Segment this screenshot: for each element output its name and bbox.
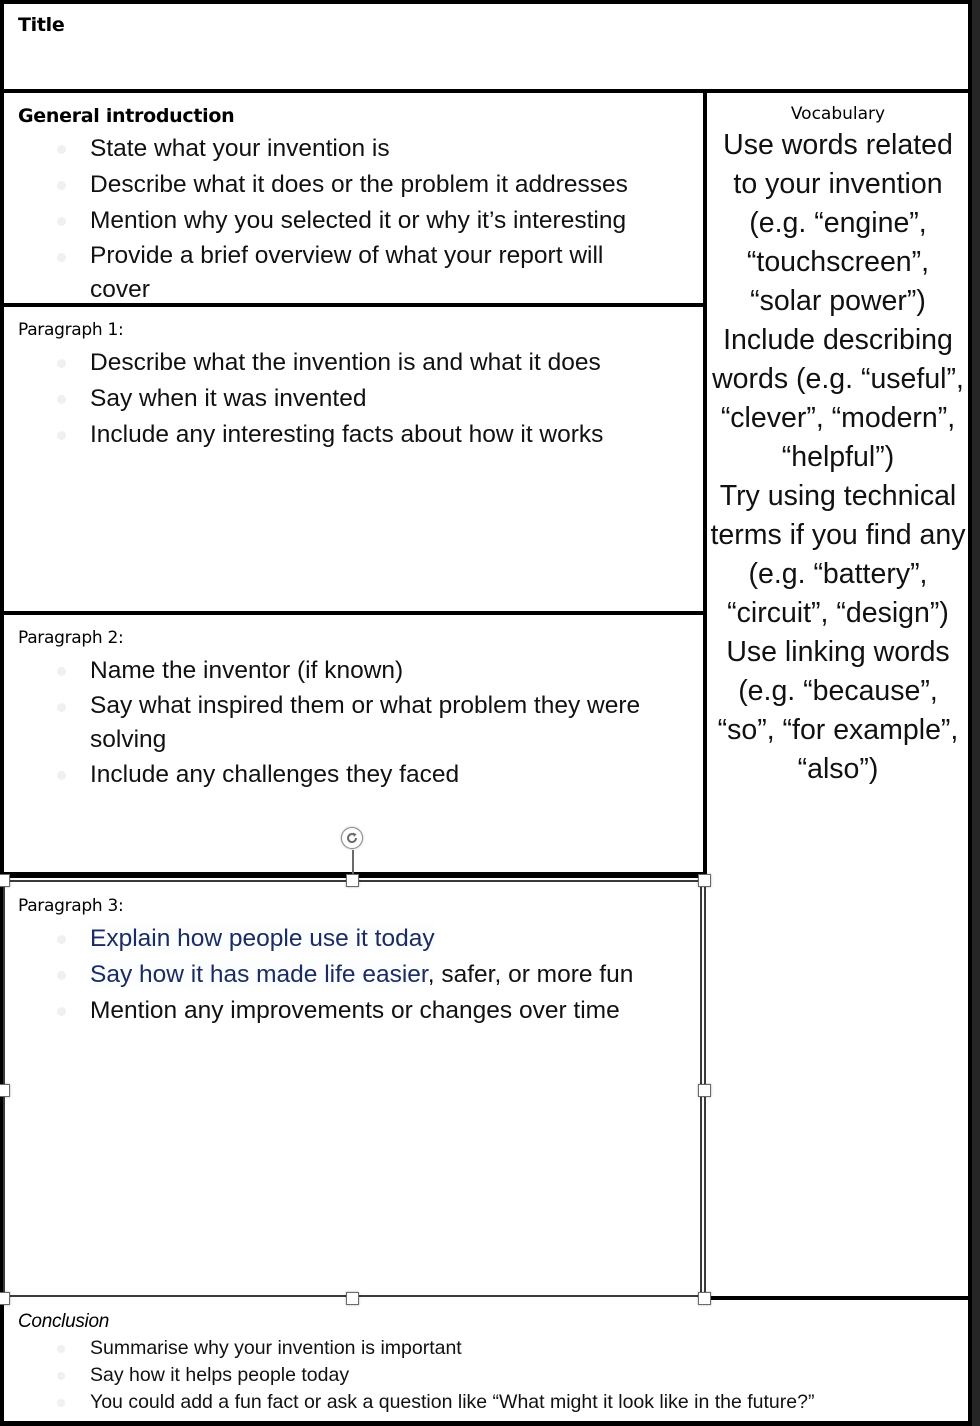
vocabulary-heading: Vocabulary: [790, 104, 886, 124]
list-item-text: Mention why you selected it or why it’s interesting: [90, 207, 627, 234]
paragraph3-heading: Paragraph 3:: [18, 896, 124, 916]
list-item-text: Say what inspired them or what problem they were solving: [90, 692, 641, 753]
bullet-icon: [57, 217, 66, 226]
list-item-text: Include any interesting facts about how it works: [90, 421, 604, 448]
list-item: [0, 131, 690, 167]
list-item: [0, 757, 690, 793]
window-edge: [972, 0, 980, 1426]
paragraph2-heading: Paragraph 2:: [18, 628, 124, 648]
general-introduction-heading: General introduction: [18, 105, 235, 127]
bullet-icon: [57, 1007, 66, 1016]
list-item: [0, 381, 690, 417]
list-item: [0, 1335, 940, 1362]
conclusion-heading: Conclusion: [18, 1311, 109, 1332]
bullet-icon: [57, 359, 66, 368]
list-item-text: Summarise why your invention is important: [90, 1337, 462, 1359]
resize-handle-top-right[interactable]: [698, 874, 711, 887]
list-item: [0, 239, 690, 307]
title-divider: [0, 89, 972, 93]
paragraph2-list: [0, 653, 690, 793]
paragraph1-list: [0, 345, 690, 453]
conclusion-list: [0, 1335, 940, 1416]
list-item-text: Name the inventor (if known): [90, 657, 404, 684]
vocabulary-tip: Try using technical terms if you find any (e.g. “battery”, “circuit”, “design”): [710, 480, 966, 629]
resize-handle-middle-right[interactable]: [698, 1084, 711, 1097]
resize-handle-middle-left[interactable]: [0, 1084, 10, 1097]
paragraph1-divider: [0, 611, 704, 615]
resize-handle-bottom-center[interactable]: [346, 1292, 359, 1305]
bullet-icon: [57, 145, 66, 154]
list-item: [0, 167, 690, 203]
resize-handle-bottom-right[interactable]: [698, 1292, 711, 1305]
list-item: [0, 921, 690, 957]
bullet-icon: [57, 181, 66, 190]
paragraph1-heading: Paragraph 1:: [18, 320, 124, 340]
vocabulary-tip: Use words related to your invention (e.g. “engine”, “touchscreen”, “solar power”): [723, 129, 953, 317]
bullet-icon: [57, 667, 66, 676]
paragraph3-list: [0, 921, 690, 1029]
list-item-text: State what your invention is: [90, 135, 390, 162]
resize-handle-top-center[interactable]: [346, 874, 359, 887]
list-item: [0, 1362, 940, 1389]
list-item: [0, 417, 690, 453]
list-item-text: You could add a fun fact or ask a question like “What might it look like in the future?”: [90, 1391, 815, 1413]
rotate-handle-stem: [352, 850, 354, 875]
bullet-icon: [57, 703, 66, 712]
title-heading[interactable]: Title: [18, 14, 65, 36]
highlighted-text: Say how it has made life easier: [90, 961, 428, 988]
frame-border-bottom: [0, 1421, 972, 1426]
bullet-icon: [57, 971, 66, 980]
bullet-icon: [57, 395, 66, 404]
vocabulary-tip: Include describing words (e.g. “useful”, “clever”, “modern”, “helpful”): [712, 324, 964, 473]
list-item-text: Say how it helps people today: [90, 1364, 350, 1386]
list-item: [0, 1389, 940, 1416]
list-item-text: Provide a brief overview of what your report will cover: [90, 242, 604, 303]
bullet-icon: [57, 253, 66, 262]
list-item: [0, 993, 690, 1029]
list-item-text: Describe what the invention is and what it does: [90, 349, 601, 376]
bullet-icon: [57, 431, 66, 440]
list-item: [0, 653, 690, 689]
resize-handle-top-left[interactable]: [0, 874, 10, 887]
highlighted-text: Explain how people use it today: [90, 925, 435, 952]
list-item-text: Include any challenges they faced: [90, 761, 460, 788]
list-item: [0, 203, 690, 239]
rotate-arrow-icon: [345, 831, 359, 845]
vocab-divider-upper: [703, 92, 707, 877]
bullet-icon: [57, 1399, 65, 1407]
rotate-handle-icon[interactable]: [341, 827, 363, 849]
list-item-text: Say when it was invented: [90, 385, 367, 412]
list-item: [0, 957, 690, 993]
list-item-text: Describe what it does or the problem it addresses: [90, 171, 628, 198]
bullet-icon: [57, 771, 66, 780]
vocabulary-tip: Use linking words (e.g. “because”, “so”, “for example”, “also”): [717, 636, 959, 785]
vocabulary-panel: [708, 104, 968, 789]
bullet-icon: [57, 1372, 65, 1380]
list-item: [0, 689, 690, 757]
list-item: [0, 345, 690, 381]
bullet-icon: [57, 1345, 65, 1353]
general-introduction-list: [0, 131, 690, 307]
list-item-text: , safer, or more fun: [427, 961, 634, 988]
vocab-bottom-divider: [706, 1296, 972, 1300]
frame-border-top: [0, 0, 972, 4]
resize-handle-bottom-left[interactable]: [0, 1292, 10, 1305]
list-item-text: Mention any improvements or changes over time: [90, 997, 620, 1024]
bullet-icon: [57, 935, 66, 944]
